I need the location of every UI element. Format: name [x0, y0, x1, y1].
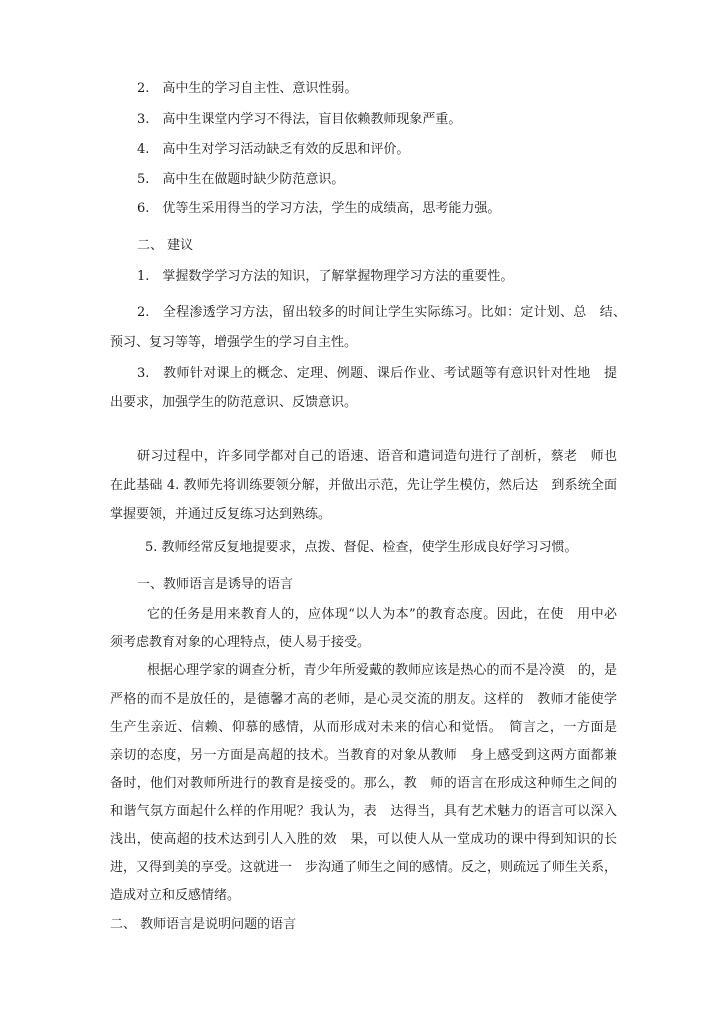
suggestion-item-continued: 出要求，加强学生的防范意识、反馈意识。: [110, 395, 358, 410]
suggestion-item-continued: 预习、复习等等，增强学生的学习自主性。: [110, 335, 358, 350]
paragraph-line: 生产生亲近、信赖、仰慕的感情，从而形成对未来的信心和觉悟。 简言之，一方面是: [110, 720, 617, 735]
paragraph-line: 进，又得到美的享受。这就进一 步沟通了师生之间的感情。反之，则疏远了师生关系，: [110, 860, 618, 875]
paragraph-line: 亲切的态度，另一方面是高超的技术。当教育的对象从教师 身上感受到这两方面都兼: [110, 748, 617, 763]
paragraph-line: 和谐气氛方面起什么样的作用呢？我认为，表 达得当，具有艺术魅力的语言可以深入: [110, 804, 617, 819]
paragraph-line: 须考虑教育对象的心理特点，使人易于接受。: [110, 635, 371, 650]
paragraph-line: 在此基础 4. 教师先将训练要领分解，并做出示范，先让学生模仿，然后达 到系统全面: [110, 478, 617, 493]
paragraph-line: 掌握要领，并通过反复练习达到熟练。: [110, 507, 332, 522]
list-item: 4. 高中生对学习活动缺乏有效的反思和评价。: [137, 142, 410, 157]
list-item: 5. 高中生在做题时缺少防范意识。: [137, 172, 345, 187]
paragraph-line: 严格的而不是放任的，是德馨才高的老师，是心灵交流的朋友。这样的 教师才能使学: [110, 692, 617, 707]
section-heading: 一、教师语言是诱导的语言: [137, 577, 294, 592]
list-item: 2. 高中生的学习自主性、意识性弱。: [137, 81, 358, 96]
paragraph-line: 备时，他们对教师所进行的教育是接受的。那么，教 师的语言在形成这种师生之间的: [110, 776, 617, 791]
paragraph-line: 造成对立和反感情绪。: [110, 888, 241, 903]
paragraph-line: 5. 教师经常反复地提要求，点拨、督促、检查，使学生形成良好学习习惯。: [145, 540, 578, 555]
suggestion-item: 2. 全程渗透学习方法，留出较多的时间让学生实际练习。比如：定计划、总 结、: [137, 305, 626, 320]
suggestions-heading: 二、 建议: [137, 238, 194, 253]
paragraph-line: 浅出，使高超的技术达到引人入胜的效 果，可以使人从一堂成功的课中得到知识的长: [110, 832, 617, 847]
suggestion-item: 3. 教师针对课上的概念、定理、例题、课后作业、考试题等有意识针对性地 提: [137, 366, 617, 381]
paragraph-line: 根据心理学家的调查分析，青少年所爱戴的教师应该是热心的而不是冷漠 的，是: [147, 663, 617, 678]
list-item: 3. 高中生课堂内学习不得法，盲目依赖教师现象严重。: [137, 112, 462, 127]
suggestion-item: 1. 掌握数学学习方法的知识，了解掌握物理学习方法的重要性。: [137, 269, 514, 284]
section-heading: 二、 教师语言是说明问题的语言: [110, 917, 297, 932]
paragraph-line: 研习过程中，许多同学都对自己的语速、语音和遣词造句进行了剖析，蔡老 师也: [137, 449, 617, 464]
paragraph-line: 它的任务是用来教育人的，应体现“以人为本”的教育态度。因此，在使 用中必: [147, 607, 617, 622]
list-item: 6. 优等生采用得当的学习方法，学生的成绩高，思考能力强。: [137, 201, 501, 216]
